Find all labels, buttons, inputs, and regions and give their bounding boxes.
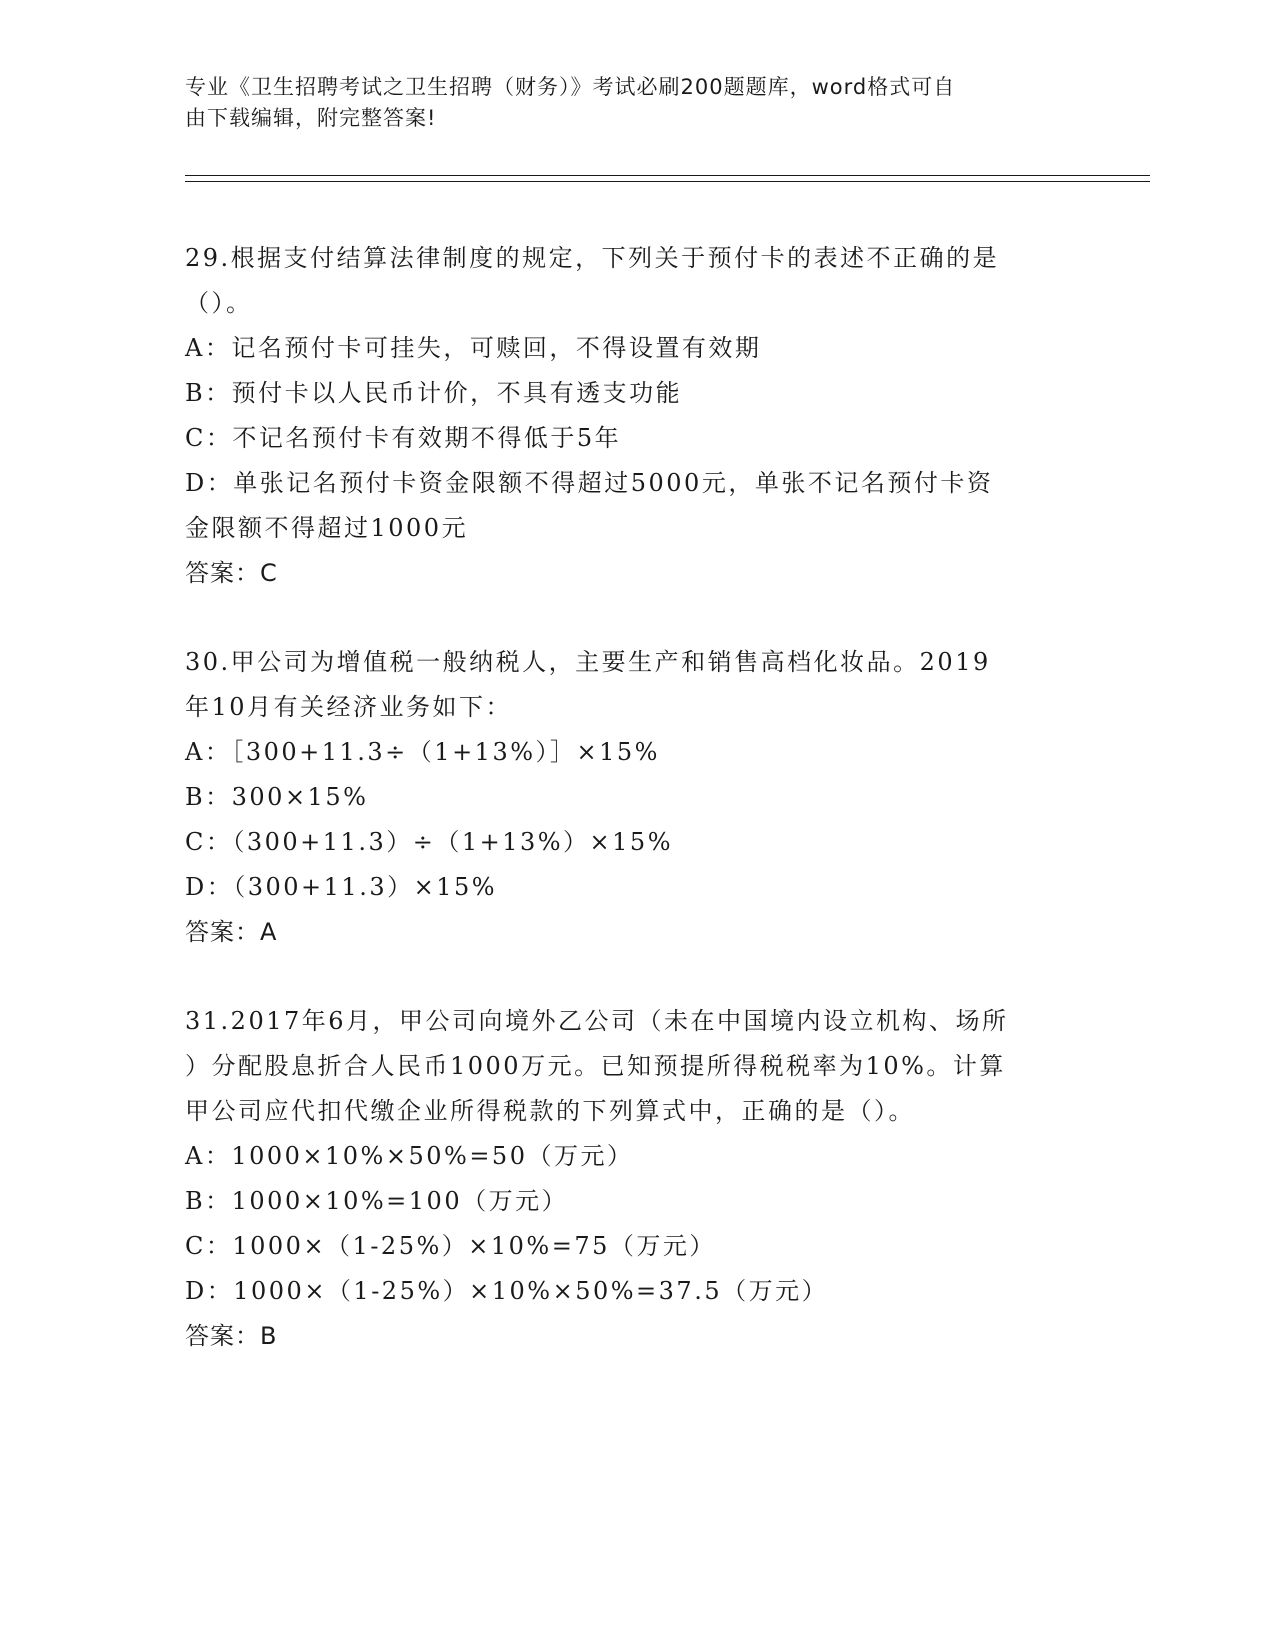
question-text-line: 年10月有关经济业务如下： [185,693,513,721]
question-29 [185,236,1085,596]
header-divider-bottom [185,181,1150,182]
option-b: B：预付卡以人民币计价，不具有透支功能 [185,379,683,407]
option-c: C：（300+11.3）÷（1+13%）×15% [185,828,674,856]
header-line-2: 由下载编辑，附完整答案! [185,106,437,130]
question-30 [185,640,1085,955]
option-d-continued: 金限额不得超过1000元 [185,514,469,542]
question-text-line: （）。 [185,289,253,317]
question-text-line: 甲公司应代扣代缴企业所得税款的下列算式中，正确的是（）。 [185,1097,915,1125]
option-d: D：1000×（1-25%）×10%×50%=37.5（万元） [185,1277,829,1305]
answer-label: 答案：A [185,918,278,946]
answer-label: 答案：C [185,559,278,587]
option-c: C：1000×（1-25%）×10%=75（万元） [185,1232,716,1260]
question-list [185,236,1085,1403]
option-b: B：1000×10%=100（万元） [185,1187,569,1215]
answer-label: 答案：B [185,1322,278,1350]
option-d: D：单张记名预付卡资金限额不得超过5000元，单张不记名预付卡资 [185,469,994,497]
option-b: B：300×15% [185,783,369,811]
question-text-line: 31.2017年6月，甲公司向境外乙公司（未在中国境内设立机构、场所 [185,1007,1009,1035]
question-text-line: 30.甲公司为增值税一般纳税人，主要生产和销售高档化妆品。2019 [185,648,991,676]
question-text-line: 29.根据支付结算法律制度的规定，下列关于预付卡的表述不正确的是 [185,244,1000,272]
header-line-1: 专业《卫生招聘考试之卫生招聘（财务）》考试必刷200题题库，word格式可自 [185,75,956,99]
question-text-line: ）分配股息折合人民币1000万元。已知预提所得税税率为10%。计算 [185,1052,1006,1080]
header-divider-top [185,175,1150,176]
option-a: A：记名预付卡可挂失，可赎回，不得设置有效期 [185,334,762,362]
option-c: C：不记名预付卡有效期不得低于5年 [185,424,622,452]
option-a: A：［300+11.3÷（1+13%）］×15% [185,738,660,766]
option-a: A：1000×10%×50%=50（万元） [185,1142,634,1170]
option-d: D：（300+11.3）×15% [185,873,498,901]
question-31 [185,999,1085,1359]
document-header [185,72,1085,134]
